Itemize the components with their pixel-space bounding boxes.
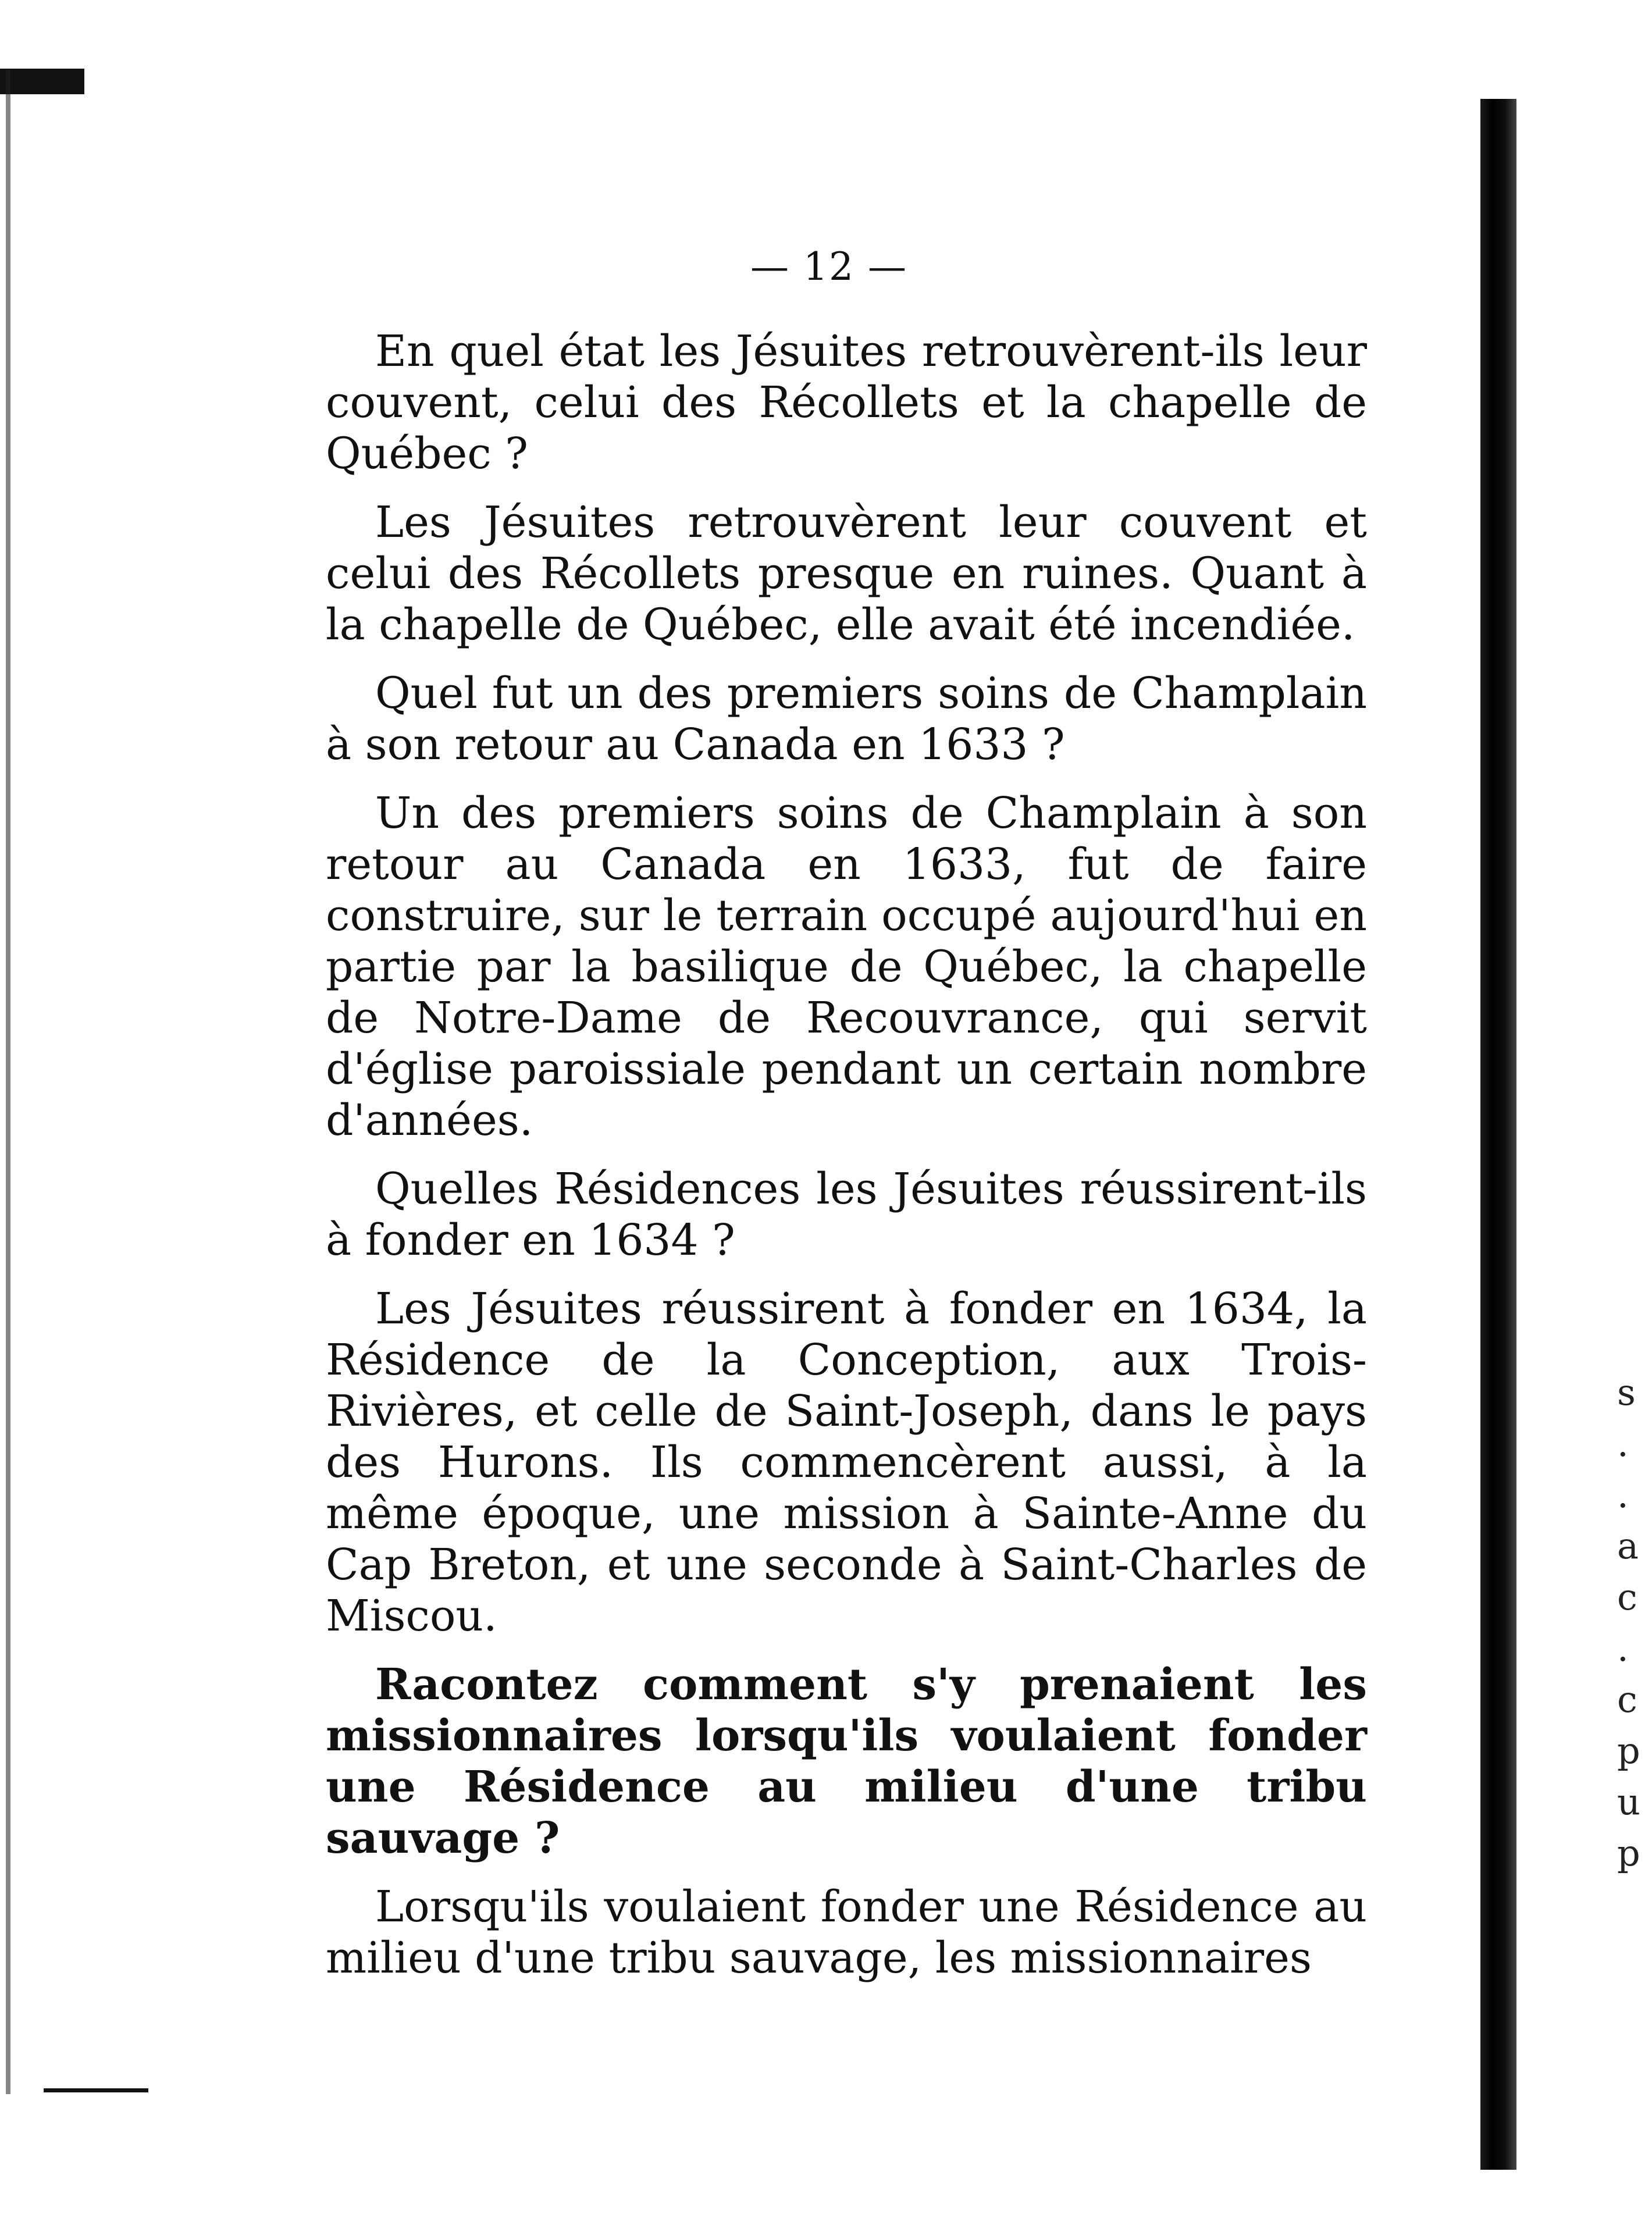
page-body bbox=[326, 326, 1367, 2001]
scan-edge-left bbox=[6, 70, 10, 2094]
answer-paragraph: Un des premiers soins de Champlain à son retour au Canada en 1633, fut de faire construire, sur le terrain occupé aujourd'hui en partie par la basilique de Québec, la chapelle de Notre-Dame de Recouvrance, qui servit d'église paroissiale pendant un certain nombre d'années. bbox=[326, 788, 1367, 1145]
scan-edge-top-left bbox=[0, 69, 84, 94]
margin-glyph: u bbox=[1617, 1781, 1640, 1823]
question-paragraph: Quelles Résidences les Jésuites réussirent-ils à fonder en 1634 ? bbox=[326, 1164, 1367, 1265]
margin-glyph: . bbox=[1617, 1627, 1629, 1669]
answer-paragraph: Lorsqu'ils voulaient fonder une Résidence au milieu d'une tribu sauvage, les missionnaires bbox=[326, 1882, 1367, 1983]
question-paragraph: Quel fut un des premiers soins de Champlain à son retour au Canada en 1633 ? bbox=[326, 668, 1367, 770]
book-gutter-shadow bbox=[1480, 99, 1516, 2170]
question-paragraph: En quel état les Jésuites retrouvèrent-ils leur couvent, celui des Récollets et la chapelle de Québec ? bbox=[326, 326, 1367, 479]
answer-paragraph: Les Jésuites réussirent à fonder en 1634, la Résidence de la Conception, aux Trois-Rivières, et celle de Saint-Joseph, dans le pays des Hurons. Ils commencèrent aussi, à la même époque, une mission à Sainte-Anne du Cap Breton, et une seconde à Saint-Charles de Miscou. bbox=[326, 1284, 1367, 1641]
margin-glyph: c bbox=[1617, 1678, 1637, 1721]
margin-glyph: a bbox=[1617, 1525, 1639, 1567]
page-number: — 12 — bbox=[750, 244, 907, 289]
margin-glyph: c bbox=[1617, 1576, 1637, 1618]
margin-glyph: p bbox=[1617, 1729, 1640, 1772]
question-paragraph: Racontez comment s'y prenaient les missionnaires lorsqu'ils voulaient fonder une Résidence au milieu d'une tribu sauvage ? bbox=[326, 1660, 1367, 1863]
scan-edge-bottom-left bbox=[44, 2088, 148, 2092]
margin-glyph: . bbox=[1617, 1473, 1629, 1516]
margin-glyph: p bbox=[1617, 1832, 1640, 1874]
margin-glyph: s bbox=[1617, 1371, 1636, 1414]
facing-page-fragments bbox=[1617, 1367, 1646, 1879]
margin-glyph: . bbox=[1617, 1422, 1629, 1465]
answer-paragraph: Les Jésuites retrouvèrent leur couvent et celui des Récollets presque en ruines. Quant à la chapelle de Québec, elle avait été incendiée. bbox=[326, 497, 1367, 650]
